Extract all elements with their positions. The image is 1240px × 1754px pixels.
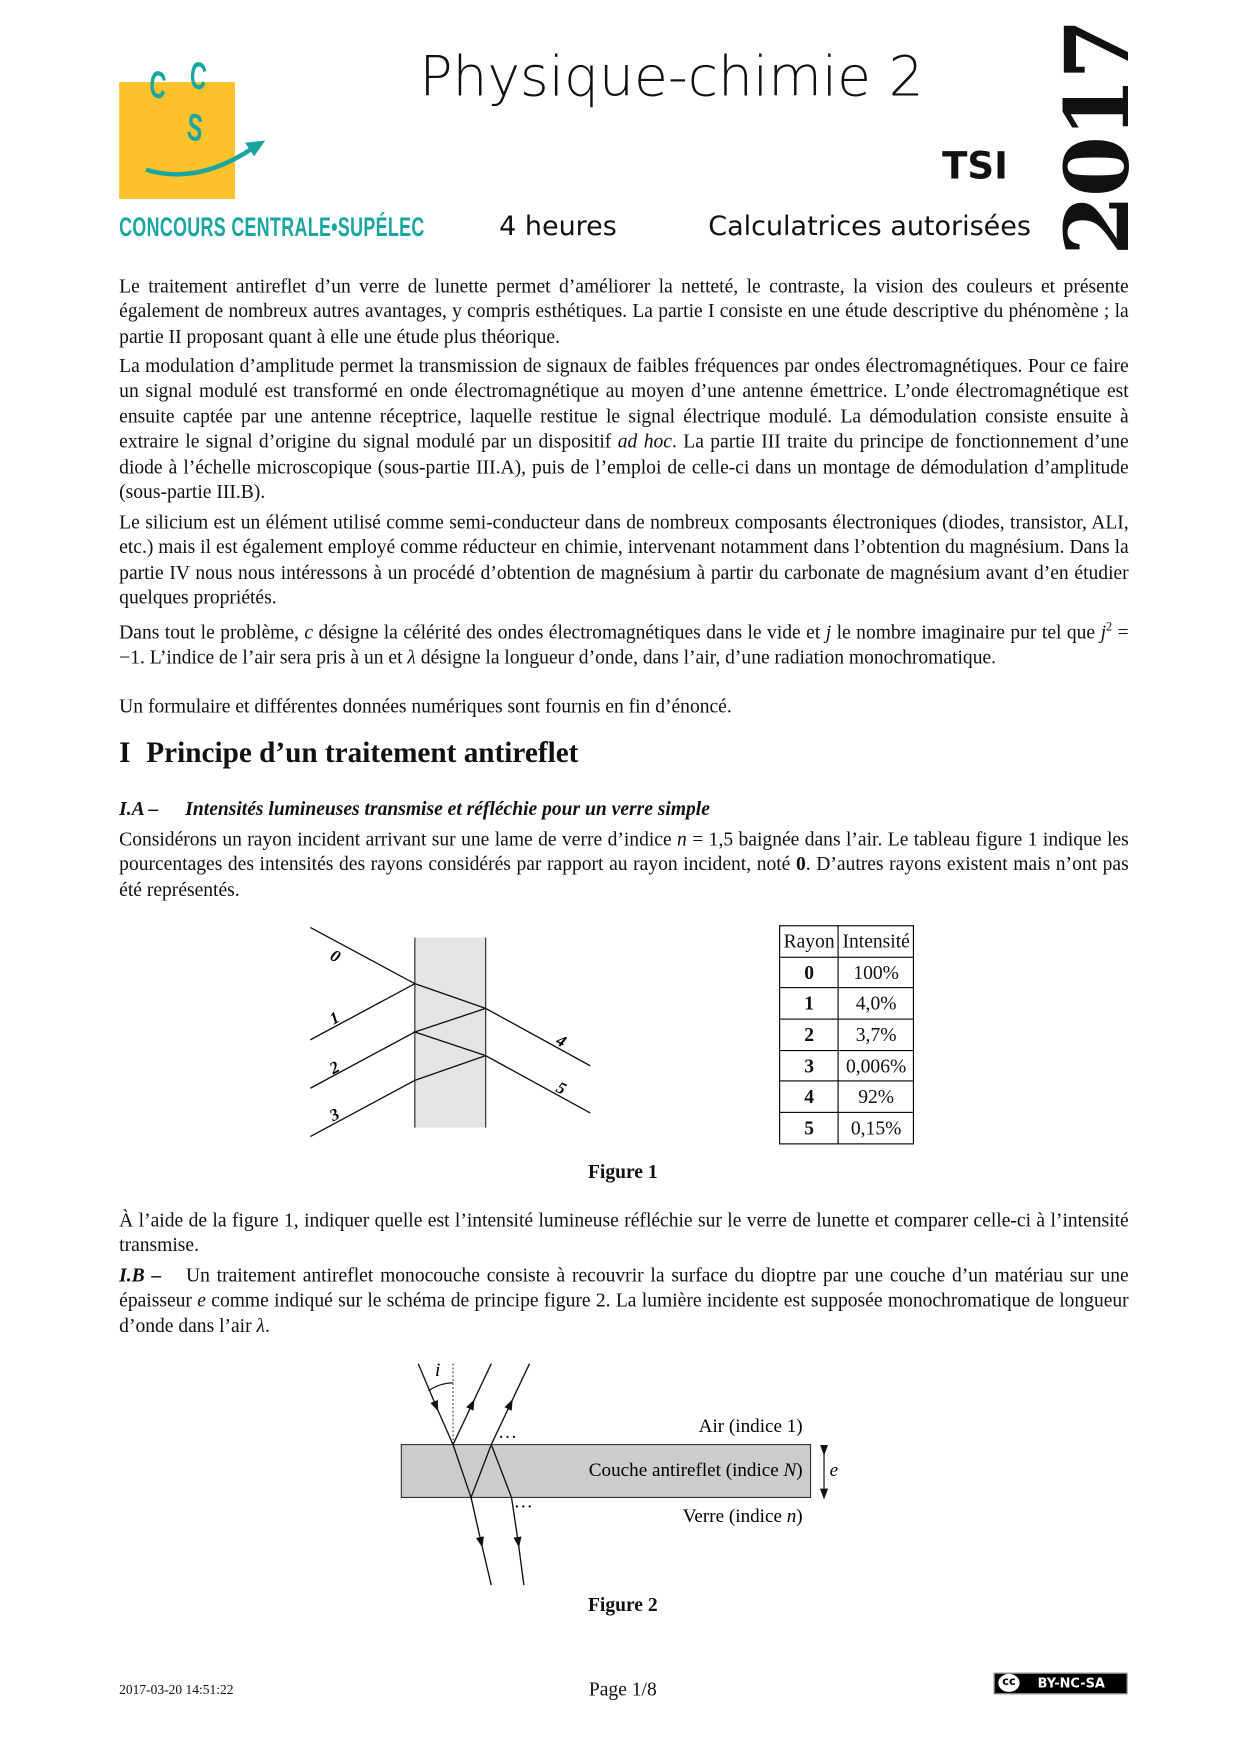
- text-bold: 0: [795, 852, 806, 876]
- question-paragraph: À l’aide de la figure 1, indiquer quelle est l’intensité lumineuse réfléchie sur le verre de lunette et comparer celle-ci à l’intensité transmise.: [119, 1208, 1129, 1257]
- exam-duration: 4 heures: [499, 210, 617, 242]
- ray-cell: 5: [780, 1113, 839, 1144]
- intro-paragraph: Un formulaire et différentes données numériques sont fournis en fin d’énoncé.: [119, 694, 732, 718]
- intro-paragraph: Le silicium est un élément utilisé comme semi-conducteur dans de nombreux composants électroniques (diodes, transistor, ALI, etc.) mais il est également employé comme réducteur en chimie, intervenant notamment dans l’obtention du magnésium. Dans la partie IV nous nous intéressons à un procédé d’obtention de magnésium à partir du carbonate de magnésium avant d’en étudier quelques propriétés.: [119, 510, 1129, 609]
- license-badge: [994, 1673, 1128, 1694]
- text: = −1. L’indice de l’air sera pris à un et: [119, 620, 1129, 669]
- math-var: N: [783, 1460, 797, 1482]
- text: Dans tout le problème,: [119, 620, 305, 643]
- figure1-caption: Figure 1: [587, 1160, 658, 1183]
- transmitted-ray: [481, 1542, 491, 1585]
- section-number: I: [119, 736, 131, 769]
- text: comme indiqué sur le schéma de principe figure 2. La lumière incidente est supposée monochromatique de longueur d’onde dans l’air: [119, 1288, 1129, 1337]
- ray-cell: 2: [780, 1019, 839, 1050]
- subsection-heading: [119, 796, 1129, 821]
- ray-label: 0: [327, 945, 344, 967]
- ray-label: 4: [553, 1030, 570, 1052]
- angle-arc: [428, 1383, 453, 1391]
- text: désigne la longueur d’onde, dans l’air, d’une radiation monochromatique.: [415, 645, 997, 669]
- subsection-label: I.B –: [119, 1263, 162, 1287]
- exam-year: 2017: [1047, 20, 1150, 256]
- glass-label: [683, 1506, 803, 1527]
- text: ): [796, 1506, 803, 1528]
- logo-letter: C: [188, 53, 209, 100]
- ray-label: 3: [326, 1104, 343, 1126]
- text: . D’autres rayons existent mais n’ont pas été représentés.: [119, 852, 1129, 901]
- intensity-cell: 92%: [839, 1081, 914, 1112]
- section-heading: [119, 736, 578, 770]
- table-row: [780, 1113, 914, 1144]
- layer-label: [589, 1460, 803, 1481]
- subsection-title: Intensités lumineuses transmise et réfléchie pour un verre simple: [185, 797, 710, 820]
- reflected-ray: [472, 1364, 491, 1404]
- text: = 1,5 baignée dans l’air. Le tableau figure 1 indique les pourcentages des intensités des rayons considérés par rapport au rayon incident, noté: [119, 827, 1129, 876]
- thickness-label: e: [829, 1460, 839, 1482]
- text-italic: ad hoc: [617, 429, 672, 453]
- logo: [119, 53, 235, 199]
- license-text: BY-NC-SA: [1037, 1675, 1105, 1691]
- intro-paragraph: [119, 353, 1129, 504]
- ray-cell: 1: [780, 988, 839, 1019]
- math-var: j: [825, 620, 832, 643]
- intensity-cell: 4,0%: [839, 988, 914, 1019]
- math-var: n: [786, 1506, 797, 1528]
- column-header: Rayon: [780, 926, 839, 957]
- ray-cell: 0: [780, 957, 839, 988]
- transmitted-ray-2: [518, 1542, 524, 1585]
- text: Un traitement antireflet monocouche consiste à recouvrir la surface du dioptre par une couche d’un matériau sur une épaisseur: [119, 1263, 1129, 1312]
- table-row: [780, 1050, 914, 1081]
- table-row: [780, 1081, 914, 1112]
- reflected-ray: [453, 1404, 472, 1444]
- angle-label: i: [435, 1360, 441, 1382]
- math-var: λ: [407, 645, 416, 669]
- ray-cell: 4: [780, 1081, 839, 1112]
- figure2-caption: Figure 2: [587, 1592, 658, 1616]
- logo-letter: S: [185, 105, 205, 152]
- logo-text: CONCOURS CENTRALE•SUPÉLEC: [119, 212, 425, 243]
- math-exponent: 2: [1106, 620, 1113, 635]
- logo-letter: C: [147, 62, 168, 109]
- table-row: [780, 1019, 914, 1050]
- math-var: e: [197, 1288, 206, 1312]
- exam-track: TSI: [942, 143, 1008, 188]
- column-header: Intensité: [839, 926, 914, 957]
- ellipsis: …: [498, 1421, 518, 1443]
- math-var: n: [677, 827, 687, 850]
- subsection-paragraph: [119, 1262, 1129, 1338]
- figure2-antireflection-diagram: [393, 1355, 854, 1591]
- creative-commons-icon: cc: [998, 1674, 1019, 1692]
- intensity-cell: 3,7%: [839, 1019, 914, 1050]
- reflected-ray-2: [510, 1364, 529, 1404]
- text: désigne la célérité des ondes électromagnétiques dans le vide et: [313, 620, 826, 643]
- math-var: λ: [256, 1313, 266, 1337]
- text: Couche antireflet (indice: [588, 1460, 784, 1482]
- intensity-cell: 0,006%: [839, 1050, 914, 1081]
- table-row: [780, 988, 914, 1019]
- ray-cell: 3: [780, 1050, 839, 1081]
- air-label: Air (indice 1): [698, 1416, 803, 1438]
- text: ): [796, 1460, 803, 1482]
- intensity-table: [779, 925, 914, 1144]
- intro-paragraph: Le traitement antireflet d’un verre de lunette permet d’améliorer la netteté, le contraste, la vision des couleurs et présente également de nombreux autres avantages, y compris esthétiques. La partie I consiste en une étude descriptive du phénomène ; la partie II proposant quant à elle une étude plus théorique.: [119, 274, 1129, 348]
- subsection-label: I.A –: [119, 797, 159, 820]
- ray-label: 2: [326, 1057, 343, 1078]
- exam-title: Physique-chimie 2: [419, 44, 924, 110]
- incident-ray: [418, 1364, 436, 1407]
- text: . La partie III traite du principe de fonctionnement d’une diode à l’échelle microscopique (sous-partie III.A), puis de l’emploi de celle-ci dans un montage de démodulation d’amplitude (sous-partie III.B).: [119, 429, 1129, 503]
- math-var: c: [304, 620, 314, 643]
- paragraph: [119, 826, 1129, 902]
- transmitted-ray: [471, 1497, 481, 1542]
- calculator-note: Calculatrices autorisées: [708, 210, 1031, 242]
- text: le nombre imaginaire pur tel que: [831, 620, 1101, 643]
- logo-arrow-icon: [119, 82, 276, 199]
- text: .: [265, 1313, 270, 1337]
- section-title: Principe d’un traitement antireflet: [146, 736, 579, 769]
- incident-ray: [436, 1406, 453, 1444]
- table-header-row: [780, 926, 914, 957]
- intensity-cell: 100%: [839, 957, 914, 988]
- figure1-ray-diagram: [299, 916, 614, 1146]
- math-var: j: [1100, 620, 1107, 643]
- text: Verre (indice: [682, 1506, 787, 1528]
- ray-label: 1: [326, 1007, 343, 1029]
- intro-paragraph: [119, 615, 1129, 670]
- text: Considérons un rayon incident arrivant sur une lame de verre d’indice: [119, 827, 678, 850]
- table-row: [780, 957, 914, 988]
- text: La modulation d’amplitude permet la transmission de signaux de faibles fréquences par ondes électromagnétiques. Pour ce faire un signal modulé est transformé en onde électromagnétique au moyen d’une antenne émettrice. L’onde électromagnétique est ensuite captée par une antenne réceptrice, laquelle restitue le signal électrique modulé. La démodulation consiste ensuite à extraire le signal d’origine du signal modulé par un dispositif: [119, 354, 1129, 453]
- page-number: Page 1/8: [588, 1677, 657, 1700]
- ellipsis: …: [513, 1491, 533, 1513]
- footer-timestamp: 2017-03-20 14:51:22: [119, 1681, 234, 1698]
- glass-plate: [415, 938, 486, 1128]
- intensity-cell: 0,15%: [839, 1113, 914, 1144]
- ray-label: 5: [553, 1077, 570, 1099]
